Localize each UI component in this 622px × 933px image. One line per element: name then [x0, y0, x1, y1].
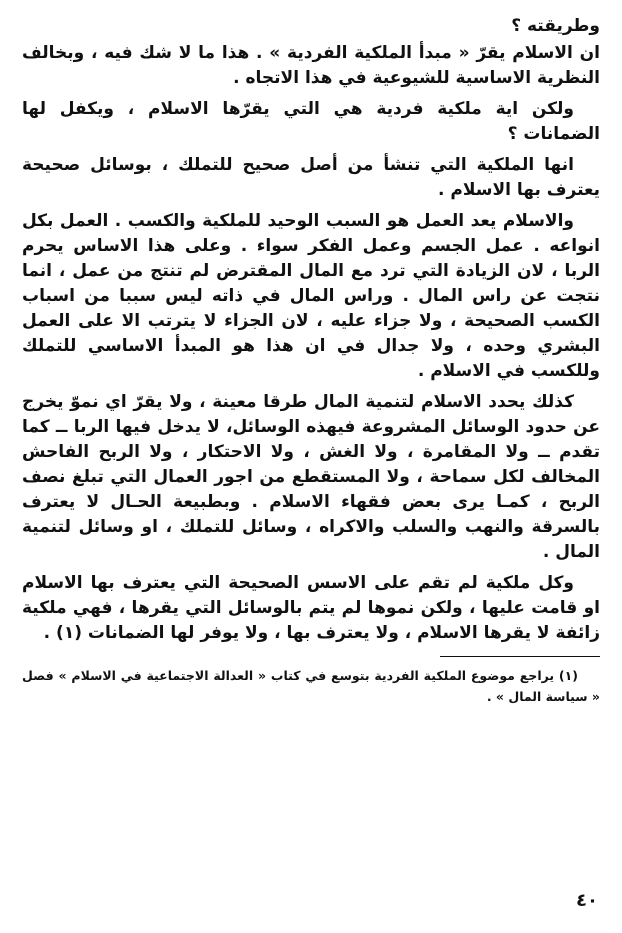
paragraph-2: ولكن اية ملكية فردية هي التي يقرّها الاسلام ، ويكفل لها الضمانات ؟ [22, 99, 600, 144]
paragraph-3: انها الملكية التي تنشأ من أصل صحيح للتملك ، بوسائل صحيحة يعترف بها الاسلام . [22, 155, 600, 200]
paragraph-1: ان الاسلام يقرّ « مبدأ الملكية الفردية » . هذا ما لا شك فيه ، وبخالف النظرية الاساسية للشيوعية في هذا الاتجاه . [22, 43, 600, 88]
paragraph-4: والاسلام يعد العمل هو السبب الوحيد للملكية والكسب . العمل بكل انواعه . عمل الجسم وعمل الفكر سواء . وعلى هذا الاساس يحرم الربا ، لان الزيادة التي ترد مع المال المقترض لم تنتج من عمل ، انما نتجت عن راس المال . وراس المال في ذاته ليس سببا من اسباب الكسب الصحيحة ، ولا جزاء عليه ، لان الجزاء لا يترتب الا على العمل البشري وحده ، ولا جدال في ان هذا هو المبدأ الاساسي للتملك وللكسب في الاسلام . [22, 211, 600, 381]
footnote-divider-wrap [22, 652, 600, 665]
page-number: ٤٠ [576, 890, 598, 911]
book-page [22, 14, 600, 707]
section-heading: وطريقته ؟ [511, 16, 600, 36]
footnote-divider [440, 656, 600, 657]
paragraph-6: وكل ملكية لم تقم على الاسس الصحيحة التي يعترف بها الاسلام او قامت عليها ، ولكن نموها لم يتم بالوسائل التي يقرها ، فهي ملكية زائفة لا يقرها الاسلام ، ولا يعترف بها ، ولا يوفر لها الضمانات (١) . [22, 573, 600, 643]
footnote: (١) يراجع موضوع الملكية الفردية بتوسع في كتاب « العدالة الاجتماعية في الاسلام » فصل « سياسة المال » . [22, 668, 600, 704]
paragraph-5: كذلك يحدد الاسلام لتنمية المال طرقا معينة ، ولا يقرّ اي نموّ يخرج عن حدود الوسائل المشروعة فيهذه الوسائل، لا يدخل فيها الربا ــ كما تقدم ــ ولا المقامرة ، ولا الغش ، ولا الاحتكار ، ولا الربح الفاحش المخالف لكل سماحة ، ولا المستقطع من اجور العمال التي تبلغ نصف الربح ، كمـا يرى بعض فقهاء الاسلام . وبطبيعة الحـال لا يعترف بالسرقة والنهب والسلب والاكراه ، وسائل للتملك ، او وسائل لتنمية المال . [22, 392, 600, 562]
